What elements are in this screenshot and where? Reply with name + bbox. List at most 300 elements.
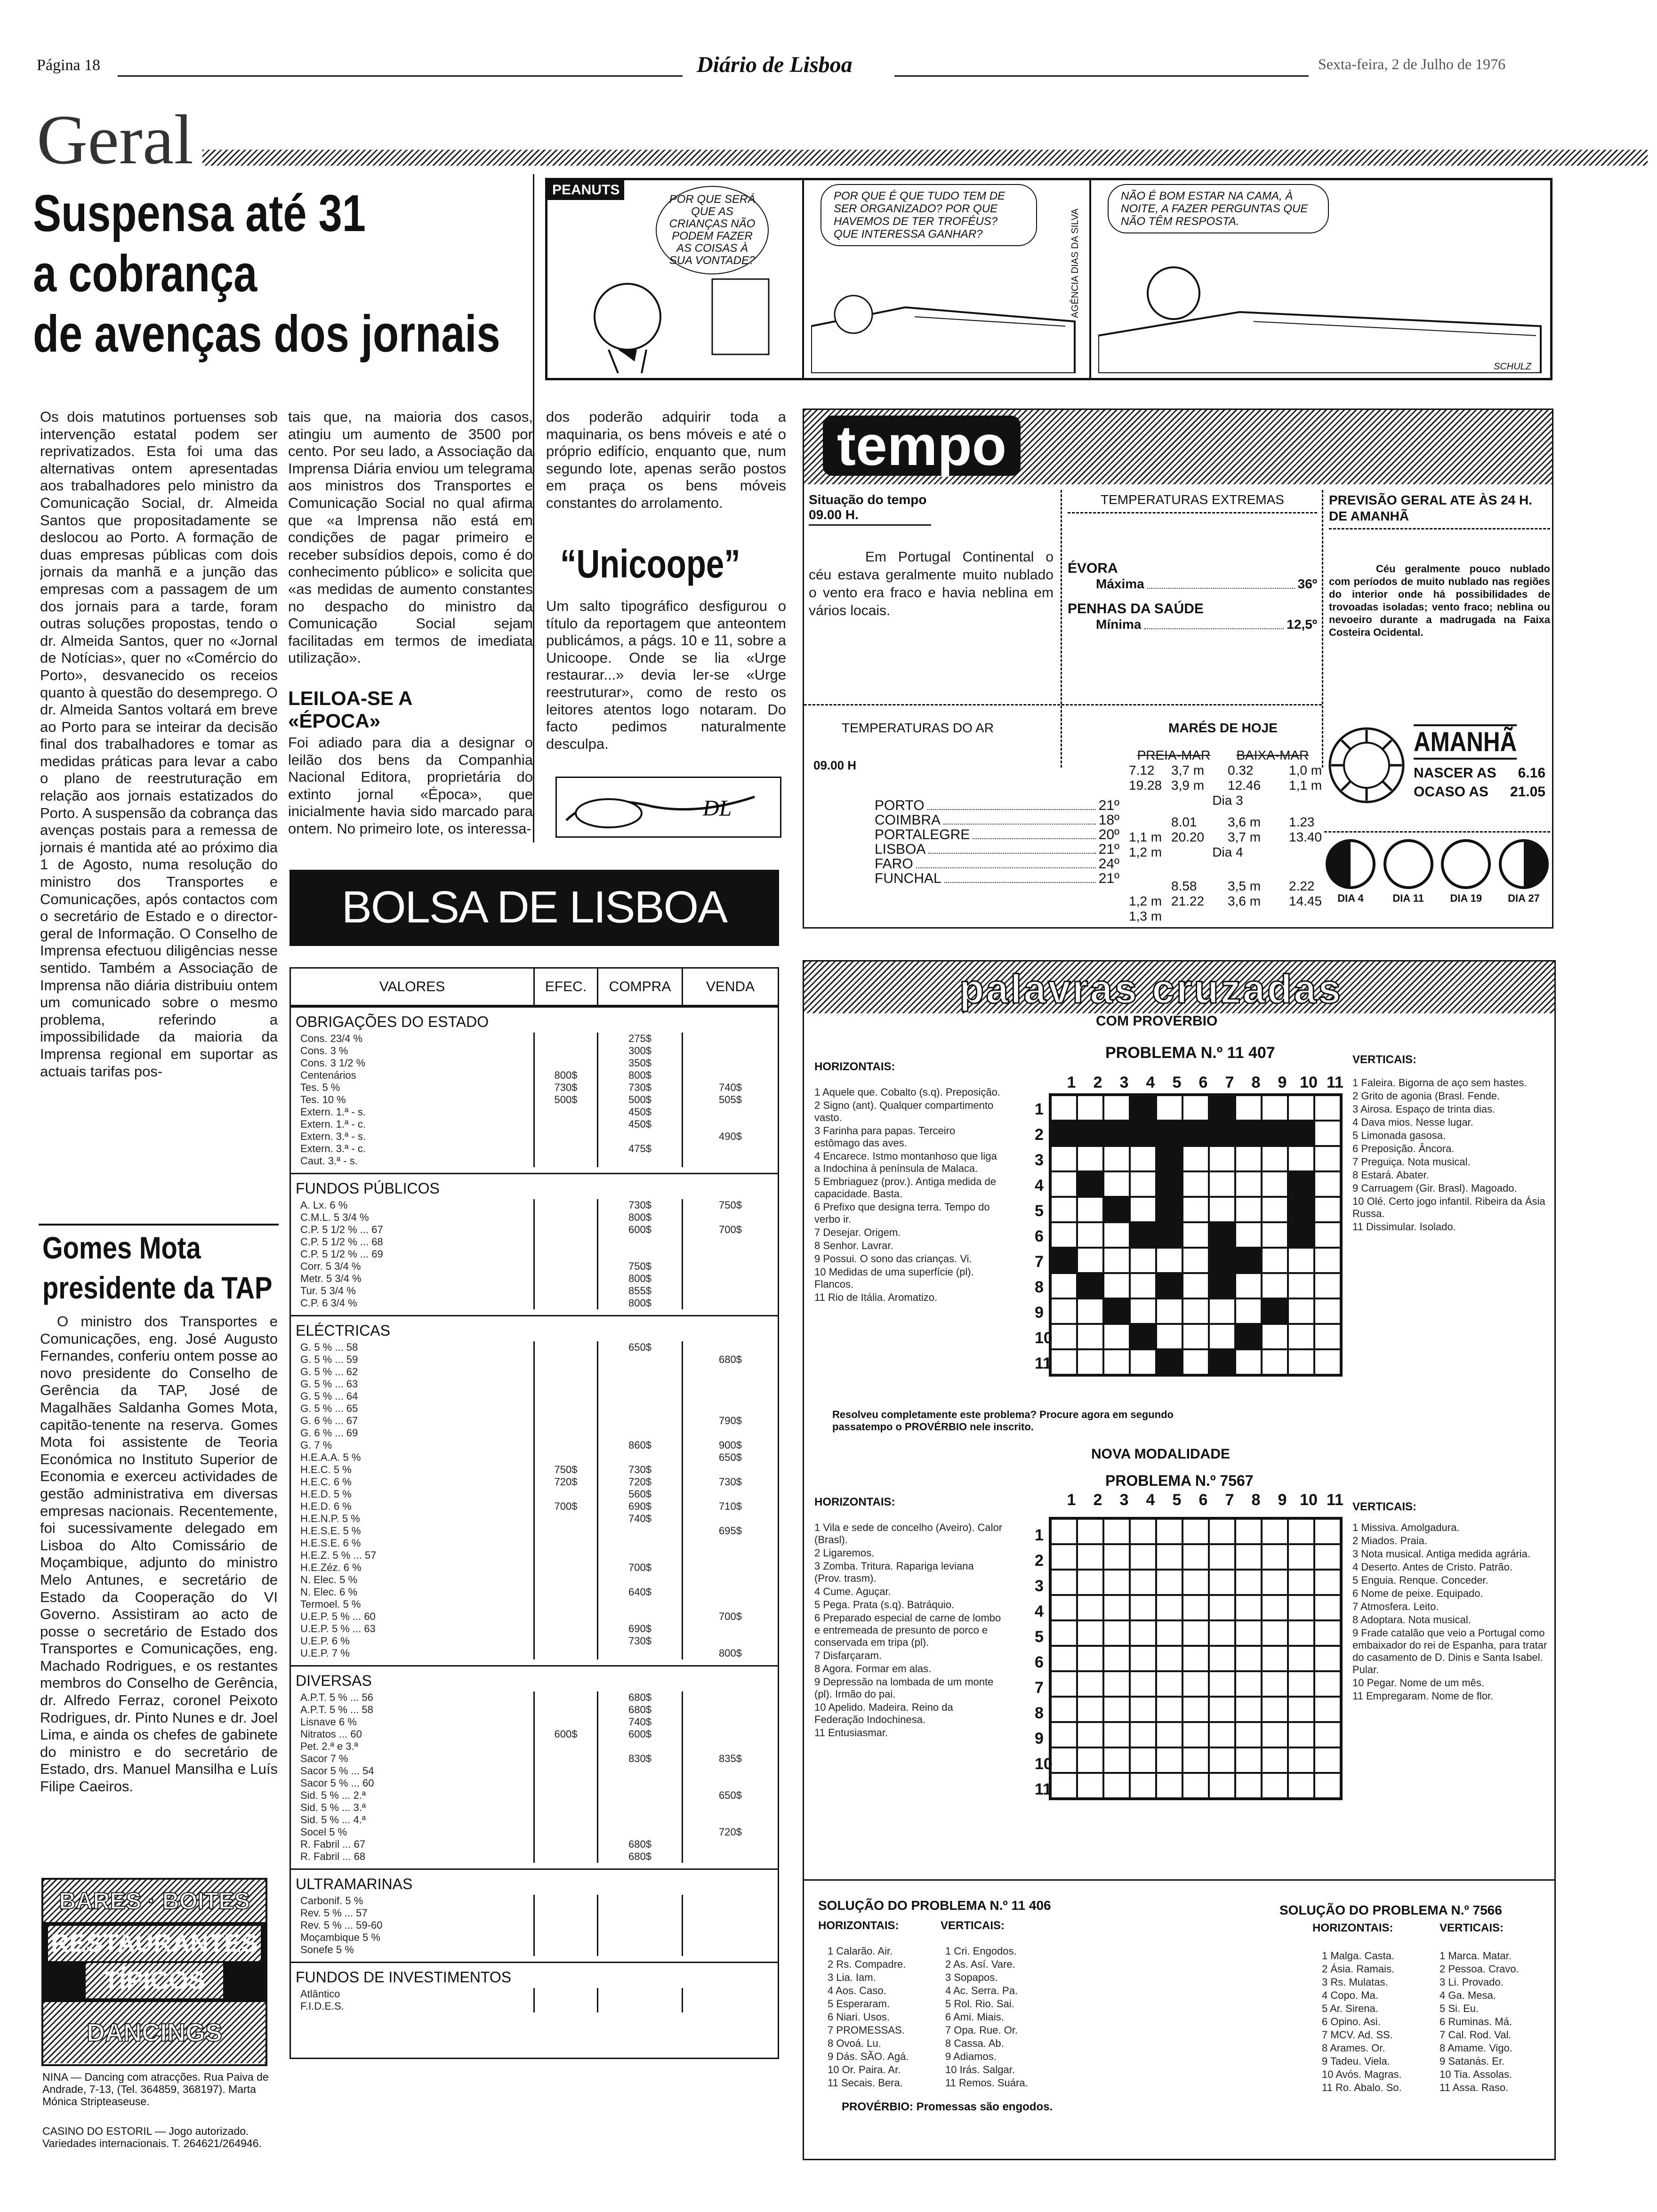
grid-cell[interactable] [1051, 1298, 1077, 1324]
grid-cell[interactable] [1314, 1222, 1341, 1248]
grid-cell[interactable] [1077, 1171, 1103, 1197]
grid-cell[interactable] [1130, 1298, 1156, 1324]
valor-venda [682, 1635, 778, 1647]
grid-cell[interactable] [1077, 1349, 1103, 1375]
bolsa-row [291, 1045, 778, 1057]
grid-cell[interactable] [1262, 1519, 1288, 1544]
grid-cell[interactable] [1051, 1773, 1077, 1798]
grid-cell[interactable] [1182, 1324, 1209, 1349]
grid-cell[interactable] [1156, 1773, 1182, 1798]
grid-cell[interactable] [1051, 1273, 1077, 1298]
grid-cell[interactable] [1182, 1298, 1209, 1324]
grid-cell[interactable] [1077, 1544, 1103, 1570]
grid-cell[interactable] [1130, 1349, 1156, 1375]
clue-item: 3 Lia. Iam. [828, 1972, 876, 1983]
valor-name: Extern. 1.ª - c. [300, 1118, 366, 1130]
grid-cell[interactable] [1209, 1222, 1235, 1248]
grid-cell[interactable] [1077, 1620, 1103, 1646]
grid-cell[interactable] [1262, 1747, 1288, 1773]
grid-cell[interactable] [1288, 1620, 1314, 1646]
grid-cell[interactable] [1103, 1747, 1130, 1773]
grid-cell[interactable] [1262, 1646, 1288, 1671]
valor-efec [533, 1106, 597, 1118]
grid-cell[interactable] [1103, 1248, 1130, 1273]
grid-cell[interactable] [1051, 1171, 1077, 1197]
s2-ver-head: VERTICAIS: [1440, 1922, 1504, 1934]
grid-cell[interactable] [1314, 1773, 1341, 1798]
grid-cell[interactable] [1051, 1646, 1077, 1671]
grid-cell[interactable] [1262, 1697, 1288, 1722]
grid-cell[interactable] [1314, 1298, 1341, 1324]
grid-cell[interactable] [1130, 1146, 1156, 1171]
grid-row-number: 7 [1035, 1679, 1044, 1697]
grid-cell[interactable] [1051, 1544, 1077, 1570]
tempo-hrule [804, 704, 1322, 705]
grid-cell[interactable] [1209, 1773, 1235, 1798]
grid-cell[interactable] [1077, 1646, 1103, 1671]
clue-item: 9 Possui. O sono das crianças. Vi. [814, 1253, 972, 1265]
grid-cell[interactable] [1262, 1722, 1288, 1747]
grid-cell[interactable] [1209, 1248, 1235, 1273]
grid-cell[interactable] [1077, 1519, 1103, 1544]
valor-compra [597, 1802, 682, 1814]
grid-cell[interactable] [1182, 1146, 1209, 1171]
valor-name: Centenários [300, 1069, 356, 1081]
grid-cell[interactable] [1209, 1324, 1235, 1349]
grid-cell[interactable] [1262, 1595, 1288, 1620]
grid-cell[interactable] [1235, 1324, 1262, 1349]
grid-cell[interactable] [1235, 1722, 1262, 1747]
grid-cell[interactable] [1103, 1349, 1130, 1375]
grid-cell[interactable] [1314, 1095, 1341, 1121]
grid-cell[interactable] [1156, 1146, 1182, 1171]
grid-cell[interactable] [1130, 1747, 1156, 1773]
grid-cell[interactable] [1314, 1324, 1341, 1349]
grid-col-number: 11 [1327, 1074, 1343, 1091]
grid-cell[interactable] [1262, 1671, 1288, 1697]
grid-cell[interactable] [1314, 1646, 1341, 1671]
grid-cell[interactable] [1103, 1570, 1130, 1595]
grid-cell[interactable] [1314, 1620, 1341, 1646]
grid-cell[interactable] [1051, 1671, 1077, 1697]
grid-cell[interactable] [1235, 1646, 1262, 1671]
grid-cell[interactable] [1051, 1519, 1077, 1544]
grid-cell[interactable] [1314, 1197, 1341, 1222]
grid-cell[interactable] [1235, 1121, 1262, 1146]
grid-cell[interactable] [1262, 1273, 1288, 1298]
grid-cell[interactable] [1077, 1773, 1103, 1798]
grid-cell[interactable] [1182, 1620, 1209, 1646]
grid-cell[interactable] [1288, 1519, 1314, 1544]
grid-cell[interactable] [1182, 1121, 1209, 1146]
grid-cell[interactable] [1209, 1197, 1235, 1222]
grid-cell[interactable] [1209, 1273, 1235, 1298]
grid-cell[interactable] [1077, 1222, 1103, 1248]
grid-cell[interactable] [1156, 1095, 1182, 1121]
grid-cell[interactable] [1262, 1146, 1288, 1171]
grid-cell[interactable] [1103, 1095, 1130, 1121]
grid-cell[interactable] [1314, 1121, 1341, 1146]
grid-cell[interactable] [1235, 1697, 1262, 1722]
grid-cell[interactable] [1103, 1544, 1130, 1570]
grid-cell[interactable] [1209, 1671, 1235, 1697]
grid-cell[interactable] [1156, 1646, 1182, 1671]
grid-cell[interactable] [1235, 1298, 1262, 1324]
grid-cell[interactable] [1130, 1519, 1156, 1544]
clue-item: 4 Copo. Ma. [1322, 1989, 1378, 2001]
grid-cell[interactable] [1314, 1747, 1341, 1773]
grid-cell[interactable] [1288, 1349, 1314, 1375]
grid-cell[interactable] [1051, 1324, 1077, 1349]
valor-venda [682, 1341, 778, 1354]
grid-cell[interactable] [1314, 1349, 1341, 1375]
valor-name: U.E.P. 7 % [300, 1647, 350, 1659]
grid-cell[interactable] [1103, 1519, 1130, 1544]
grid-cell[interactable] [1156, 1595, 1182, 1620]
grid-cell[interactable] [1130, 1171, 1156, 1197]
grid-cell[interactable] [1288, 1095, 1314, 1121]
valor-venda [682, 1919, 778, 1931]
grid-row-number: 10 [1035, 1755, 1053, 1773]
grid-cell[interactable] [1314, 1671, 1341, 1697]
grid-cell[interactable] [1235, 1595, 1262, 1620]
grid-cell[interactable] [1130, 1222, 1156, 1248]
valor-compra: 730$ [597, 1199, 682, 1211]
clue-item: 6 Ruminas. Má. [1440, 2016, 1512, 2028]
grid-cell[interactable] [1182, 1697, 1209, 1722]
grid-cell[interactable] [1130, 1595, 1156, 1620]
clue-item: 9 Tadeu. Viela. [1322, 2055, 1390, 2067]
grid-cell[interactable] [1288, 1324, 1314, 1349]
grid-cell[interactable] [1130, 1324, 1156, 1349]
situacao-head: Situação do tempo 09.00 H. [809, 492, 931, 526]
grid-cell[interactable] [1103, 1197, 1130, 1222]
valor-name: R. Fabril ... 68 [300, 1851, 366, 1862]
grid-cell[interactable] [1209, 1570, 1235, 1595]
tide-height: 3,7 m [1228, 830, 1261, 844]
grid-cell[interactable] [1262, 1349, 1288, 1375]
grid-cell[interactable] [1262, 1544, 1288, 1570]
grid-cell[interactable] [1051, 1747, 1077, 1773]
grid-cell[interactable] [1156, 1298, 1182, 1324]
grid-cell[interactable] [1262, 1773, 1288, 1798]
previsao-head: PREVISÃO GERAL ATE ÀS 24 H. DE AMANHÃ [1329, 492, 1550, 529]
grid-cell[interactable] [1262, 1171, 1288, 1197]
grid-cell[interactable] [1182, 1222, 1209, 1248]
grid-cell[interactable] [1262, 1324, 1288, 1349]
grid-cell[interactable] [1314, 1248, 1341, 1273]
grid-cell[interactable] [1182, 1747, 1209, 1773]
grid-cell[interactable] [1288, 1273, 1314, 1298]
grid-cell[interactable] [1077, 1324, 1103, 1349]
grid-cell[interactable] [1209, 1121, 1235, 1146]
valor-name: G. 5 % ... 62 [300, 1366, 358, 1378]
grid-cell[interactable] [1051, 1595, 1077, 1620]
valor-name: N. Elec. 6 % [300, 1586, 358, 1598]
clue-item: 9 Depressão na lombada de um monte (pl). Irmão do pai. [814, 1676, 994, 1700]
grid-cell[interactable] [1209, 1095, 1235, 1121]
grid-cell[interactable] [1288, 1248, 1314, 1273]
grid-cell[interactable] [1209, 1722, 1235, 1747]
grid-cell[interactable] [1209, 1298, 1235, 1324]
grid-cell[interactable] [1130, 1646, 1156, 1671]
bolsa-row [291, 1635, 778, 1647]
grid-cell[interactable] [1077, 1671, 1103, 1697]
grid-cell[interactable] [1182, 1248, 1209, 1273]
tide-height: 1,3 m [1129, 909, 1162, 923]
valor-efec [533, 1753, 597, 1765]
grid-cell[interactable] [1235, 1095, 1262, 1121]
grid-cell[interactable] [1103, 1146, 1130, 1171]
grid-cell[interactable] [1051, 1095, 1077, 1121]
valor-venda [682, 1765, 778, 1777]
clue-item: 7 Desejar. Origem. [814, 1226, 901, 1238]
grid-cell[interactable] [1182, 1570, 1209, 1595]
grid-cell[interactable] [1235, 1349, 1262, 1375]
valor-venda [682, 1155, 778, 1167]
tide-day: Dia 4 [1212, 845, 1243, 859]
grid-cell[interactable] [1235, 1773, 1262, 1798]
grid-cell[interactable] [1235, 1747, 1262, 1773]
grid-row-number: 2 [1035, 1552, 1044, 1570]
grid-cell[interactable] [1209, 1146, 1235, 1171]
grid-cell[interactable] [1156, 1248, 1182, 1273]
grid-cell[interactable] [1103, 1121, 1130, 1146]
grid-cell[interactable] [1130, 1544, 1156, 1570]
valor-compra: 690$ [597, 1623, 682, 1635]
grid-cell[interactable] [1209, 1171, 1235, 1197]
grid-cell[interactable] [1288, 1222, 1314, 1248]
grid-cell[interactable] [1103, 1273, 1130, 1298]
grid-cell[interactable] [1130, 1671, 1156, 1697]
grid-cell[interactable] [1156, 1697, 1182, 1722]
tempo-vrule-1 [1061, 490, 1062, 768]
valor-compra [597, 1366, 682, 1378]
grid-cell[interactable] [1051, 1349, 1077, 1375]
grid-cell[interactable] [1051, 1222, 1077, 1248]
clue-item: 11 Empregaram. Nome de flor. [1352, 1690, 1494, 1702]
grid-cell[interactable] [1051, 1248, 1077, 1273]
grid-cell[interactable] [1314, 1722, 1341, 1747]
grid-cell[interactable] [1314, 1544, 1341, 1570]
grid-cell[interactable] [1077, 1146, 1103, 1171]
grid-cell[interactable] [1077, 1595, 1103, 1620]
grid-cell[interactable] [1209, 1519, 1235, 1544]
grid-cell[interactable] [1262, 1121, 1288, 1146]
grid-cell[interactable] [1235, 1146, 1262, 1171]
grid-cell[interactable] [1130, 1121, 1156, 1146]
grid-cell[interactable] [1130, 1095, 1156, 1121]
grid-cell[interactable] [1077, 1722, 1103, 1747]
grid-col-number: 1 [1067, 1491, 1076, 1509]
grid-cell[interactable] [1235, 1620, 1262, 1646]
bolsa-row [291, 1285, 778, 1297]
grid-cell[interactable] [1156, 1222, 1182, 1248]
moon-phase-date: DIA 27 [1508, 892, 1540, 904]
grid-cell[interactable] [1262, 1570, 1288, 1595]
grid-cell[interactable] [1103, 1722, 1130, 1747]
grid-cell[interactable] [1262, 1248, 1288, 1273]
valor-compra: 740$ [597, 1716, 682, 1728]
grid-cell[interactable] [1130, 1722, 1156, 1747]
grid-cell[interactable] [1103, 1620, 1130, 1646]
grid-cell[interactable] [1182, 1273, 1209, 1298]
grid-cell[interactable] [1103, 1298, 1130, 1324]
grid-cell[interactable] [1130, 1197, 1156, 1222]
grid-cell[interactable] [1314, 1697, 1341, 1722]
grid-cell[interactable] [1262, 1298, 1288, 1324]
grid-cell[interactable] [1051, 1146, 1077, 1171]
grid-cell[interactable] [1235, 1570, 1262, 1595]
grid-cell[interactable] [1077, 1570, 1103, 1595]
grid-cell[interactable] [1288, 1595, 1314, 1620]
grid-cell[interactable] [1235, 1544, 1262, 1570]
grid-cell[interactable] [1077, 1197, 1103, 1222]
grid-cell[interactable] [1130, 1570, 1156, 1595]
grid-cell[interactable] [1209, 1620, 1235, 1646]
moon-phase-icon [1440, 838, 1492, 890]
grid-cell[interactable] [1130, 1620, 1156, 1646]
grid-cell[interactable] [1156, 1273, 1182, 1298]
grid-cell[interactable] [1156, 1620, 1182, 1646]
grid-cell[interactable] [1209, 1544, 1235, 1570]
grid-cell[interactable] [1156, 1747, 1182, 1773]
grid-cell[interactable] [1288, 1646, 1314, 1671]
valor-venda [682, 1537, 778, 1549]
grid-cell[interactable] [1103, 1595, 1130, 1620]
p1-hor-clues [814, 1086, 1003, 1305]
grid-cell[interactable] [1314, 1519, 1341, 1544]
grid-cell[interactable] [1182, 1773, 1209, 1798]
grid-cell[interactable] [1130, 1773, 1156, 1798]
grid-cell[interactable] [1235, 1248, 1262, 1273]
grid-cell[interactable] [1051, 1722, 1077, 1747]
grid-cell[interactable] [1262, 1095, 1288, 1121]
grid-cell[interactable] [1314, 1273, 1341, 1298]
bolsa-row [291, 1838, 778, 1851]
grid-cell[interactable] [1235, 1197, 1262, 1222]
grid-cell[interactable] [1051, 1620, 1077, 1646]
grid-cell[interactable] [1235, 1671, 1262, 1697]
grid-cell[interactable] [1209, 1697, 1235, 1722]
grid-cell[interactable] [1103, 1222, 1130, 1248]
grid-cell[interactable] [1288, 1121, 1314, 1146]
grid-cell[interactable] [1182, 1171, 1209, 1197]
grid-cell[interactable] [1288, 1197, 1314, 1222]
grid-cell[interactable] [1077, 1747, 1103, 1773]
grid-cell[interactable] [1156, 1324, 1182, 1349]
grid-cell[interactable] [1156, 1121, 1182, 1146]
grid-cell[interactable] [1156, 1519, 1182, 1544]
valor-name: Socel 5 % [300, 1826, 347, 1838]
grid-cell[interactable] [1077, 1248, 1103, 1273]
tide-height: 3,6 m [1228, 894, 1261, 908]
grid-cell[interactable] [1288, 1773, 1314, 1798]
grid-cell[interactable] [1288, 1146, 1314, 1171]
grid-cell[interactable] [1288, 1298, 1314, 1324]
grid-cell[interactable] [1103, 1697, 1130, 1722]
grid-cell[interactable] [1130, 1697, 1156, 1722]
grid-cell[interactable] [1182, 1197, 1209, 1222]
bolsa-row [291, 1033, 778, 1045]
grid-cell[interactable] [1103, 1671, 1130, 1697]
grid-cell[interactable] [1209, 1349, 1235, 1375]
grid-cell[interactable] [1182, 1544, 1209, 1570]
grid-cell[interactable] [1156, 1544, 1182, 1570]
grid-cell[interactable] [1262, 1222, 1288, 1248]
grid-cell[interactable] [1103, 1324, 1130, 1349]
grid-cell[interactable] [1209, 1595, 1235, 1620]
grid-cell[interactable] [1077, 1298, 1103, 1324]
grid-cell[interactable] [1051, 1121, 1077, 1146]
grid-cell[interactable] [1235, 1171, 1262, 1197]
grid-cell[interactable] [1103, 1646, 1130, 1671]
grid-cell[interactable] [1103, 1773, 1130, 1798]
grid-cell[interactable] [1182, 1671, 1209, 1697]
grid-cell[interactable] [1288, 1722, 1314, 1747]
grid-cell[interactable] [1235, 1222, 1262, 1248]
grid-cell[interactable] [1182, 1722, 1209, 1747]
grid-cell[interactable] [1182, 1519, 1209, 1544]
grid-cell[interactable] [1182, 1595, 1209, 1620]
grid-cell[interactable] [1077, 1121, 1103, 1146]
grid-cell[interactable] [1156, 1671, 1182, 1697]
grid-cell[interactable] [1288, 1747, 1314, 1773]
grid-cell[interactable] [1209, 1646, 1235, 1671]
grid-cell[interactable] [1288, 1171, 1314, 1197]
grid-cell[interactable] [1077, 1095, 1103, 1121]
grid-row-number: 11 [1035, 1780, 1052, 1798]
grid-cell[interactable] [1288, 1697, 1314, 1722]
grid-cell[interactable] [1314, 1171, 1341, 1197]
grid-cell[interactable] [1077, 1697, 1103, 1722]
grid-cell[interactable] [1103, 1171, 1130, 1197]
article-column-2: tais que, na maioria dos casos, atingiu um aumento de 3500 por cento. Por seu lado, a Associação da Imprensa Diária enviou um telegrama aos ministros dos Transportes e Comunicação Social no qual afirma que «a Imprensa não está em condições de pagar primeiro e receber subsídios depois, como é do conhecimento público» e solicita que «as medidas de aumento constantes no despacho do ministro da Comunicação Social sejam facilitadas em termos de imediata utilização». [288, 409, 533, 666]
city-name: PORTALEGRE [875, 827, 970, 842]
grid-cell[interactable] [1182, 1095, 1209, 1121]
grid-cell[interactable] [1182, 1349, 1209, 1375]
grid-cell[interactable] [1051, 1570, 1077, 1595]
grid-col-number: 9 [1278, 1491, 1287, 1509]
solution-2-title: SOLUÇÃO DO PROBLEMA N.º 7566 [1279, 1903, 1502, 1917]
grid-cell[interactable] [1288, 1544, 1314, 1570]
grid-cell[interactable] [1156, 1722, 1182, 1747]
valor-efec [533, 2000, 597, 2012]
grid-cell[interactable] [1235, 1519, 1262, 1544]
grid-cell[interactable] [1235, 1273, 1262, 1298]
grid-cell[interactable] [1209, 1747, 1235, 1773]
grid-cell[interactable] [1156, 1171, 1182, 1197]
grid-cell[interactable] [1288, 1570, 1314, 1595]
valor-venda: 700$ [682, 1224, 778, 1236]
grid-cell[interactable] [1077, 1273, 1103, 1298]
grid-cell[interactable] [1314, 1570, 1341, 1595]
grid-cell[interactable] [1156, 1197, 1182, 1222]
grid-cell[interactable] [1130, 1248, 1156, 1273]
grid-cell[interactable] [1156, 1349, 1182, 1375]
grid-cell[interactable] [1314, 1595, 1341, 1620]
grid-cell[interactable] [1051, 1197, 1077, 1222]
grid-cell[interactable] [1156, 1570, 1182, 1595]
grid-cell[interactable] [1314, 1146, 1341, 1171]
grid-cell[interactable] [1262, 1620, 1288, 1646]
grid-cell[interactable] [1051, 1697, 1077, 1722]
valor-efec [533, 1691, 597, 1704]
grid-cell[interactable] [1262, 1197, 1288, 1222]
grid-cell[interactable] [1288, 1671, 1314, 1697]
grid-cell[interactable] [1182, 1646, 1209, 1671]
grid-cell[interactable] [1130, 1273, 1156, 1298]
